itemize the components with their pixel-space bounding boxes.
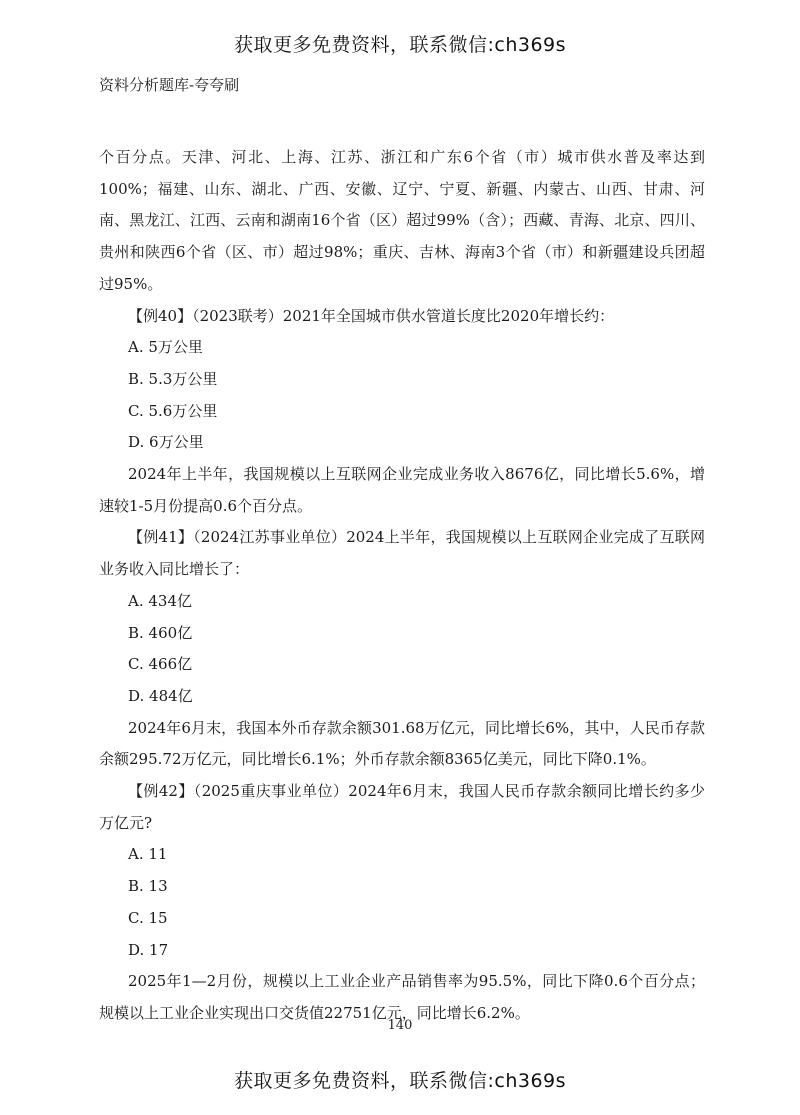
- question-40-option-a: A. 5万公里: [128, 338, 203, 357]
- paragraph-industrial-sales: 2025年1—2月份，规模以上工业企业产品销售率为95.5%，同比下降0.6个百分点；规模以上工业企业实现出口交货值22751亿元，同比增长6.2%。: [99, 972, 705, 1022]
- question-42-option-d: D. 17: [128, 940, 169, 959]
- question-42-option-a: A. 11: [128, 845, 168, 864]
- promo-banner-top: 获取更多免费资料，联系微信:ch369s: [233, 34, 567, 56]
- question-40-option-b: B. 5.3万公里: [128, 369, 218, 388]
- paragraph-deposits: 2024年6月末，我国本外币存款余额301.68万亿元，同比增长6%，其中，人民币存款余额295.72万亿元，同比增长6.1%；外币存款余额8365亿美元，同比下降0.1%。: [99, 718, 705, 769]
- paragraph-internet-revenue: 2024年上半年，我国规模以上互联网企业完成业务收入8676亿，同比增长5.6%，增速较1-5月份提高0.6个百分点。: [99, 465, 705, 515]
- promo-banner-bottom: 获取更多免费资料，联系微信:ch369s: [233, 1070, 567, 1092]
- question-41-stem: 【例41】（2024江苏事业单位）2024上半年，我国规模以上互联网企业完成了互联网业务收入同比增长了：: [99, 528, 705, 579]
- question-40-stem: 【例40】（2023联考）2021年全国城市供水管道长度比2020年增长约：: [128, 306, 615, 325]
- question-41-option-c: C. 466亿: [128, 655, 193, 674]
- question-41-option-b: B. 460亿: [128, 623, 193, 642]
- document-body: [99, 142, 705, 1030]
- question-41-option-a: A. 434亿: [128, 591, 192, 610]
- question-42-option-b: B. 13: [128, 877, 168, 896]
- question-40-option-d: D. 6万公里: [128, 433, 204, 452]
- document-subtitle: 资料分析题库-夸夸刷: [99, 76, 240, 94]
- paragraph-water-supply: 个百分点。天津、河北、上海、江苏、浙江和广东6个省（市）城市供水普及率达到100%；福建、山东、湖北、广西、安徽、辽宁、宁夏、新疆、内蒙古、山西、甘肃、河南、黑龙江、江西、云南和湖南16个省（区）超过99%（含）；西藏、青海、北京、四川、贵州和陕西6个省（区、市）超过98%；重庆、吉林、海南3个省（市）和新疆建设兵团超过95%。: [99, 148, 705, 293]
- question-42-stem: 【例42】（2025重庆事业单位）2024年6月末，我国人民币存款余额同比增长约多少万亿元?: [99, 782, 705, 832]
- question-42-option-c: C. 15: [128, 908, 168, 927]
- page-number: 140: [387, 1018, 413, 1033]
- question-41-option-d: D. 484亿: [128, 686, 193, 705]
- question-40-option-c: C. 5.6万公里: [128, 401, 218, 420]
